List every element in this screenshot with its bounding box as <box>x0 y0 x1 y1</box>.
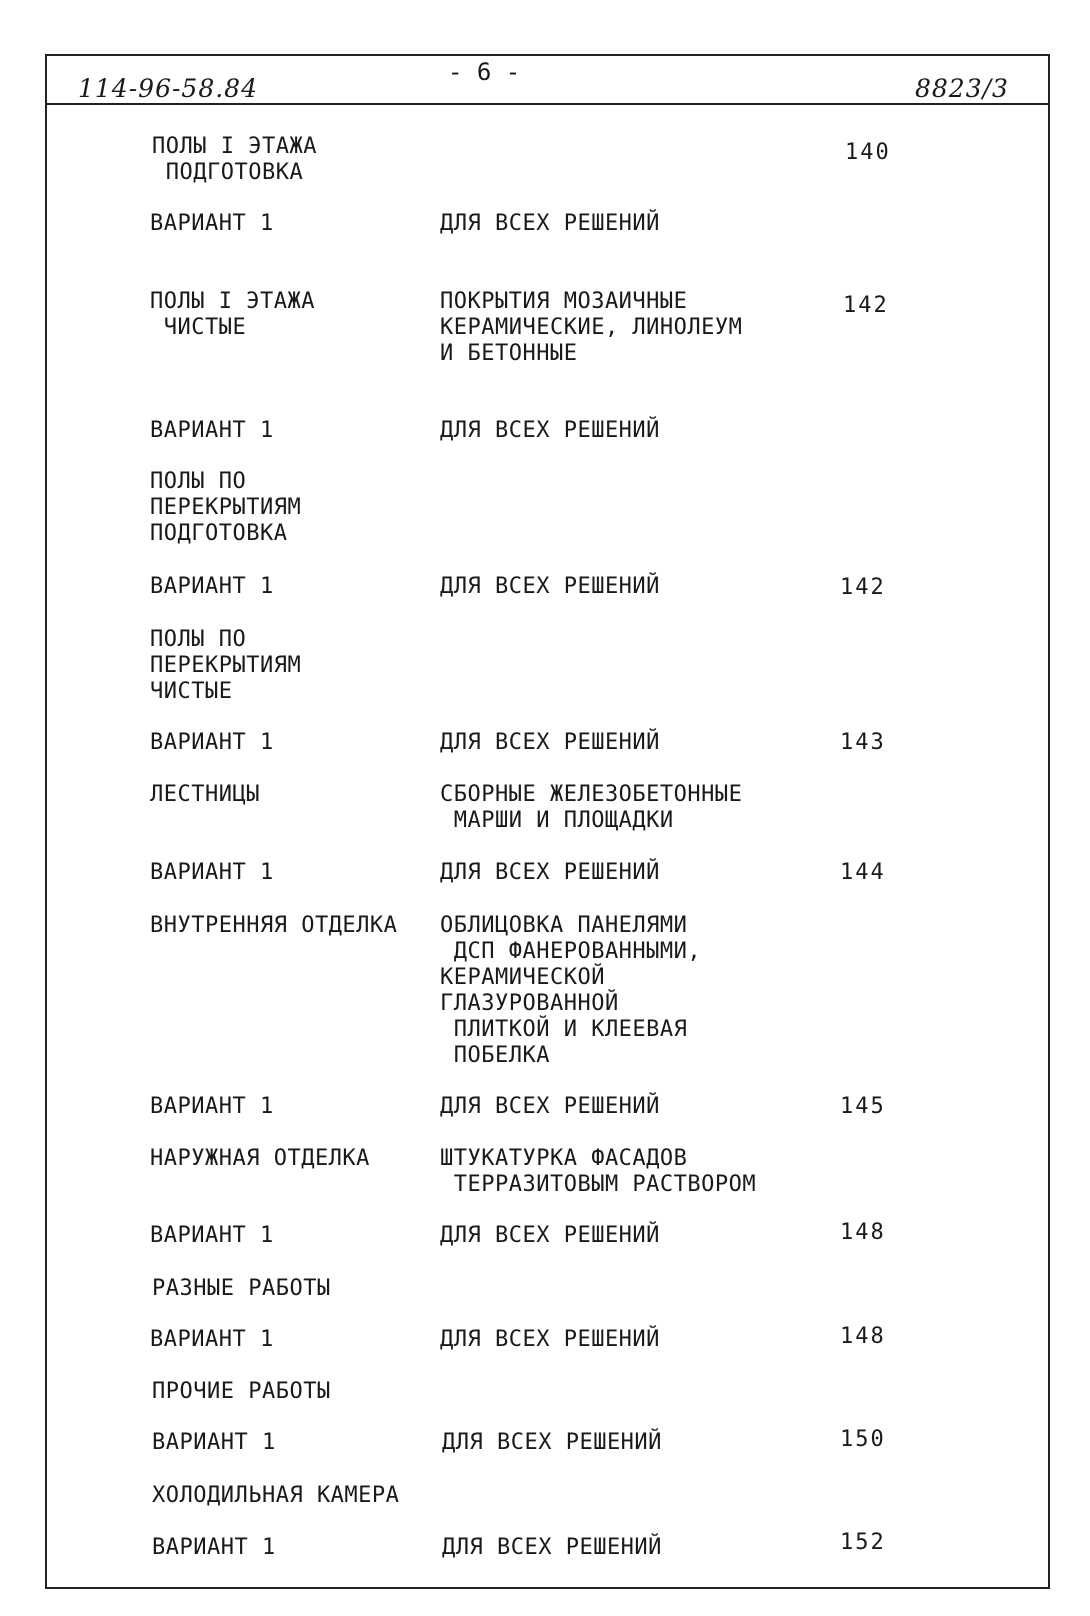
entry-section: ПОЛЫ ПО ПЕРЕКРЫТИЯМ ПОДГОТОВКА <box>150 469 302 546</box>
entry-page: 148 <box>840 1324 886 1349</box>
entry-section: ВАРИАНТ 1 <box>150 1223 274 1248</box>
entry-section: ХОЛОДИЛЬНАЯ КАМЕРА <box>152 1483 400 1508</box>
entry-description: СБОРНЫЕ ЖЕЛЕЗОБЕТОННЫЕ МАРШИ И ПЛОЩАДКИ <box>440 782 743 833</box>
entry-section: ПРОЧИЕ РАБОТЫ <box>152 1379 331 1404</box>
entry-description: ПОКРЫТИЯ МОЗАИЧНЫЕ КЕРАМИЧЕСКИЕ, ЛИНОЛЕУМ И БЕТОННЫЕ <box>440 289 743 366</box>
entry-description: ДЛЯ ВСЕХ РЕШЕНИЙ <box>442 1430 662 1455</box>
entry-section: ВАРИАНТ 1 <box>150 1327 274 1352</box>
document-code: 114-96-58.84 <box>78 74 258 103</box>
entry-section: ПОЛЫ I ЭТАЖА ЧИСТЫЕ <box>150 289 315 340</box>
entry-description: ДЛЯ ВСЕХ РЕШЕНИЙ <box>440 1223 660 1248</box>
entry-page: 142 <box>840 575 886 600</box>
entry-section: ПОЛЫ I ЭТАЖА ПОДГОТОВКА <box>152 134 317 185</box>
entry-page: 152 <box>840 1530 886 1555</box>
entry-page: 148 <box>840 1220 886 1245</box>
entry-section: ВАРИАНТ 1 <box>150 211 274 236</box>
entry-section: ВАРИАНТ 1 <box>150 418 274 443</box>
entry-description: ШТУКАТУРКА ФАСАДОВ ТЕРРАЗИТОВЫМ РАСТВОРОМ <box>440 1146 757 1197</box>
entry-description: ДЛЯ ВСЕХ РЕШЕНИЙ <box>440 211 660 236</box>
entry-section: ЛЕСТНИЦЫ <box>150 782 260 807</box>
entry-page: 143 <box>840 730 886 755</box>
entry-section: ВНУТРЕННЯЯ ОТДЕЛКА <box>150 913 398 938</box>
entry-section: ПОЛЫ ПО ПЕРЕКРЫТИЯМ ЧИСТЫЕ <box>150 627 302 704</box>
header-divider <box>45 103 1050 105</box>
entry-section: ВАРИАНТ 1 <box>150 860 274 885</box>
entry-section: ВАРИАНТ 1 <box>150 1094 274 1119</box>
entry-description: ДЛЯ ВСЕХ РЕШЕНИЙ <box>440 418 660 443</box>
entry-section: ВАРИАНТ 1 <box>150 574 274 599</box>
sheet-code: 8823/3 <box>915 74 1009 103</box>
entry-description: ДЛЯ ВСЕХ РЕШЕНИЙ <box>440 860 660 885</box>
entry-page: 140 <box>845 140 891 165</box>
entry-description: ДЛЯ ВСЕХ РЕШЕНИЙ <box>440 1094 660 1119</box>
entry-description: ДЛЯ ВСЕХ РЕШЕНИЙ <box>440 730 660 755</box>
entry-description: ДЛЯ ВСЕХ РЕШЕНИЙ <box>440 574 660 599</box>
entry-description: ДЛЯ ВСЕХ РЕШЕНИЙ <box>442 1535 662 1560</box>
entry-section: ВАРИАНТ 1 <box>150 730 274 755</box>
entry-description: ДЛЯ ВСЕХ РЕШЕНИЙ <box>440 1327 660 1352</box>
entry-section: РАЗНЫЕ РАБОТЫ <box>152 1276 331 1301</box>
entry-page: 150 <box>840 1427 886 1452</box>
entry-section: ВАРИАНТ 1 <box>152 1535 276 1560</box>
entry-page: 142 <box>843 293 889 318</box>
entry-description: ОБЛИЦОВКА ПАНЕЛЯМИ ДСП ФАНЕРОВАННЫМИ, КЕРАМИЧЕСКОЙ ГЛАЗУРОВАННОЙ ПЛИТКОЙ И КЛЕЕВАЯ ПОБЕЛКА <box>440 913 702 1068</box>
entry-section: НАРУЖНАЯ ОТДЕЛКА <box>150 1146 370 1171</box>
entry-page: 145 <box>840 1094 886 1119</box>
page-number: - 6 - <box>448 58 521 86</box>
entry-section: ВАРИАНТ 1 <box>152 1430 276 1455</box>
entry-page: 144 <box>840 860 886 885</box>
